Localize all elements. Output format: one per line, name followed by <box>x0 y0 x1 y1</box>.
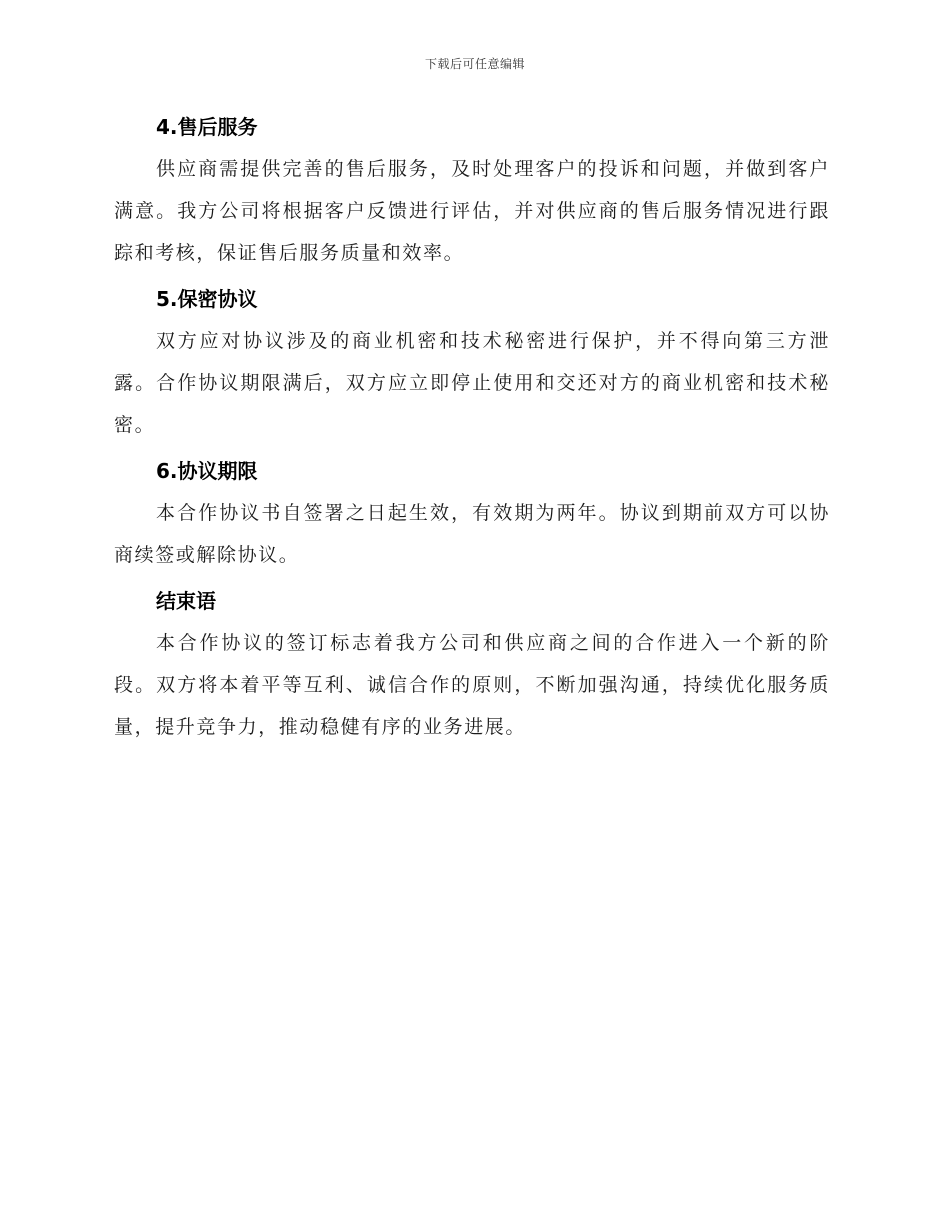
section-heading: 6.协议期限 <box>156 459 258 483</box>
section-conclusion <box>114 580 830 748</box>
section-heading: 结束语 <box>156 589 216 613</box>
section-paragraph: 供应商需提供完善的售后服务，及时处理客户的投诉和问题，并做到客户满意。我方公司将根据客户反馈进行评估，并对供应商的售后服务情况进行跟踪和考核，保证售后服务质量和效率。 <box>114 158 830 264</box>
section-after-sales <box>114 106 830 274</box>
section-heading: 4.售后服务 <box>156 115 258 139</box>
section-term <box>114 450 830 576</box>
section-paragraph: 本合作协议书自签署之日起生效，有效期为两年。协议到期前双方可以协商续签或解除协议。 <box>114 502 830 566</box>
document-content <box>114 106 830 752</box>
section-heading: 5.保密协议 <box>156 287 258 311</box>
section-paragraph: 双方应对协议涉及的商业机密和技术秘密进行保护，并不得向第三方泄露。合作协议期限满后，双方应立即停止使用和交还对方的商业机密和技术秘密。 <box>114 330 830 436</box>
section-confidentiality <box>114 278 830 446</box>
section-paragraph: 本合作协议的签订标志着我方公司和供应商之间的合作进入一个新的阶段。双方将本着平等互利、诚信合作的原则，不断加强沟通，持续优化服务质量，提升竞争力，推动稳健有序的业务进展。 <box>114 632 830 738</box>
page-header-note: 下载后可任意编辑 <box>424 57 525 71</box>
